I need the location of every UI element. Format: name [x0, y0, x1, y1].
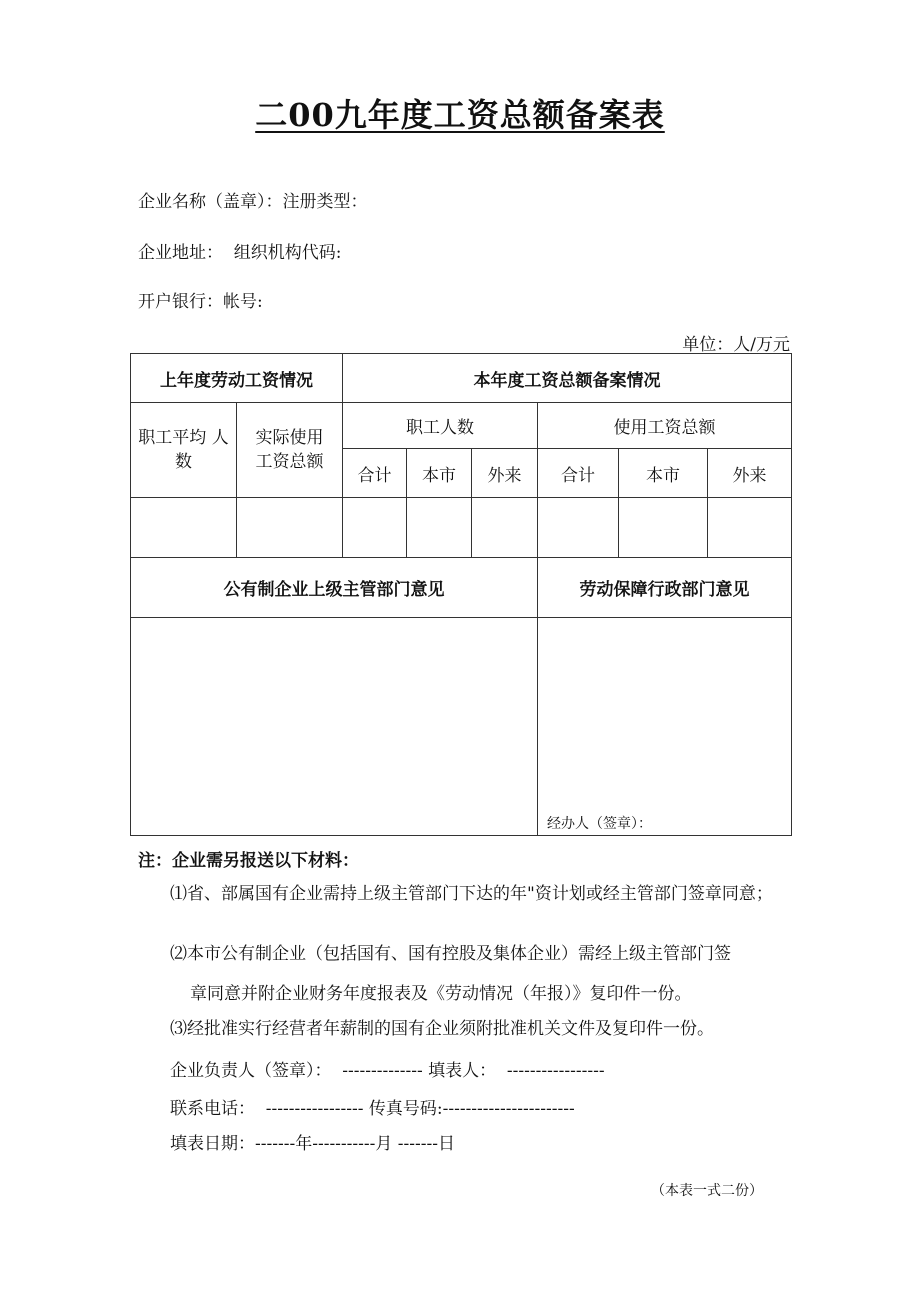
- wage-outside-value[interactable]: [708, 498, 792, 558]
- fill-date-line: 填表日期：-------年-----------月 -------日: [170, 1134, 456, 1154]
- supervisor-opinion-header: 公有制企业上级主管部门意见: [131, 558, 538, 618]
- labor-opinion-area[interactable]: [538, 618, 792, 836]
- avg-staff-header: 职工平均 人数: [131, 403, 237, 498]
- note-item-2-line-1: ⑵本市公有制企业（包括国有、国有控股及集体企业）需经上级主管部门签: [170, 944, 731, 964]
- staff-count-header: 职工人数: [343, 403, 538, 449]
- this-year-header: 本年度工资总额备案情况: [343, 354, 792, 403]
- wage-local-value[interactable]: [619, 498, 708, 558]
- copies-note: （本表一式二份）: [651, 1183, 763, 1199]
- company-name-line: 企业名称（盖章）：注册类型：: [138, 192, 368, 212]
- labor-opinion-header: 劳动保障行政部门意见: [538, 558, 792, 618]
- note-item-1: ⑴省、部属国有企业需持上级主管部门下达的年"资计划或经主管部门签章同意；: [170, 884, 773, 904]
- supervisor-opinion-area[interactable]: [131, 618, 538, 836]
- responsible-person-line: 企业负责人（签章）： -------------- 填表人： -----------------: [170, 1061, 605, 1081]
- page-title: 二00九年度工资总额备案表: [255, 96, 665, 134]
- wage-total-sub-header: 合计: [538, 449, 619, 498]
- wage-local-header: 本市: [619, 449, 708, 498]
- notes-heading: 注：企业需另报送以下材料：: [138, 851, 359, 871]
- company-address-line: 企业地址： 组织机构代码:: [138, 243, 342, 263]
- unit-label: 单位：人/万元: [682, 335, 790, 355]
- bank-account-line: 开户银行：帐号:: [138, 292, 263, 312]
- prev-year-header: 上年度劳动工资情况: [131, 354, 343, 403]
- staff-local-value[interactable]: [407, 498, 472, 558]
- staff-local-header: 本市: [407, 449, 472, 498]
- staff-total-header: 合计: [343, 449, 407, 498]
- staff-total-value[interactable]: [343, 498, 407, 558]
- wage-total-header: 使用工资总额: [538, 403, 792, 449]
- avg-staff-value[interactable]: [131, 498, 237, 558]
- contact-phone-line: 联系电话： ----------------- 传真号码:-----------------------: [170, 1099, 575, 1119]
- filing-table: [130, 353, 792, 836]
- note-item-3: ⑶经批准实行经营者年薪制的国有企业须附批准机关文件及复印件一份。: [170, 1019, 714, 1039]
- actual-wage-header: 实际使用工资总额: [237, 403, 343, 498]
- staff-outside-value[interactable]: [472, 498, 538, 558]
- wage-total-value[interactable]: [538, 498, 619, 558]
- actual-wage-value[interactable]: [237, 498, 343, 558]
- staff-outside-header: 外来: [472, 449, 538, 498]
- note-item-2-line-2: 章同意并附企业财务年度报表及《劳动情况（年报）》复印件一份。: [190, 984, 692, 1004]
- handler-signature-label: 经办人（签章）：: [547, 816, 652, 832]
- wage-outside-header: 外来: [708, 449, 792, 498]
